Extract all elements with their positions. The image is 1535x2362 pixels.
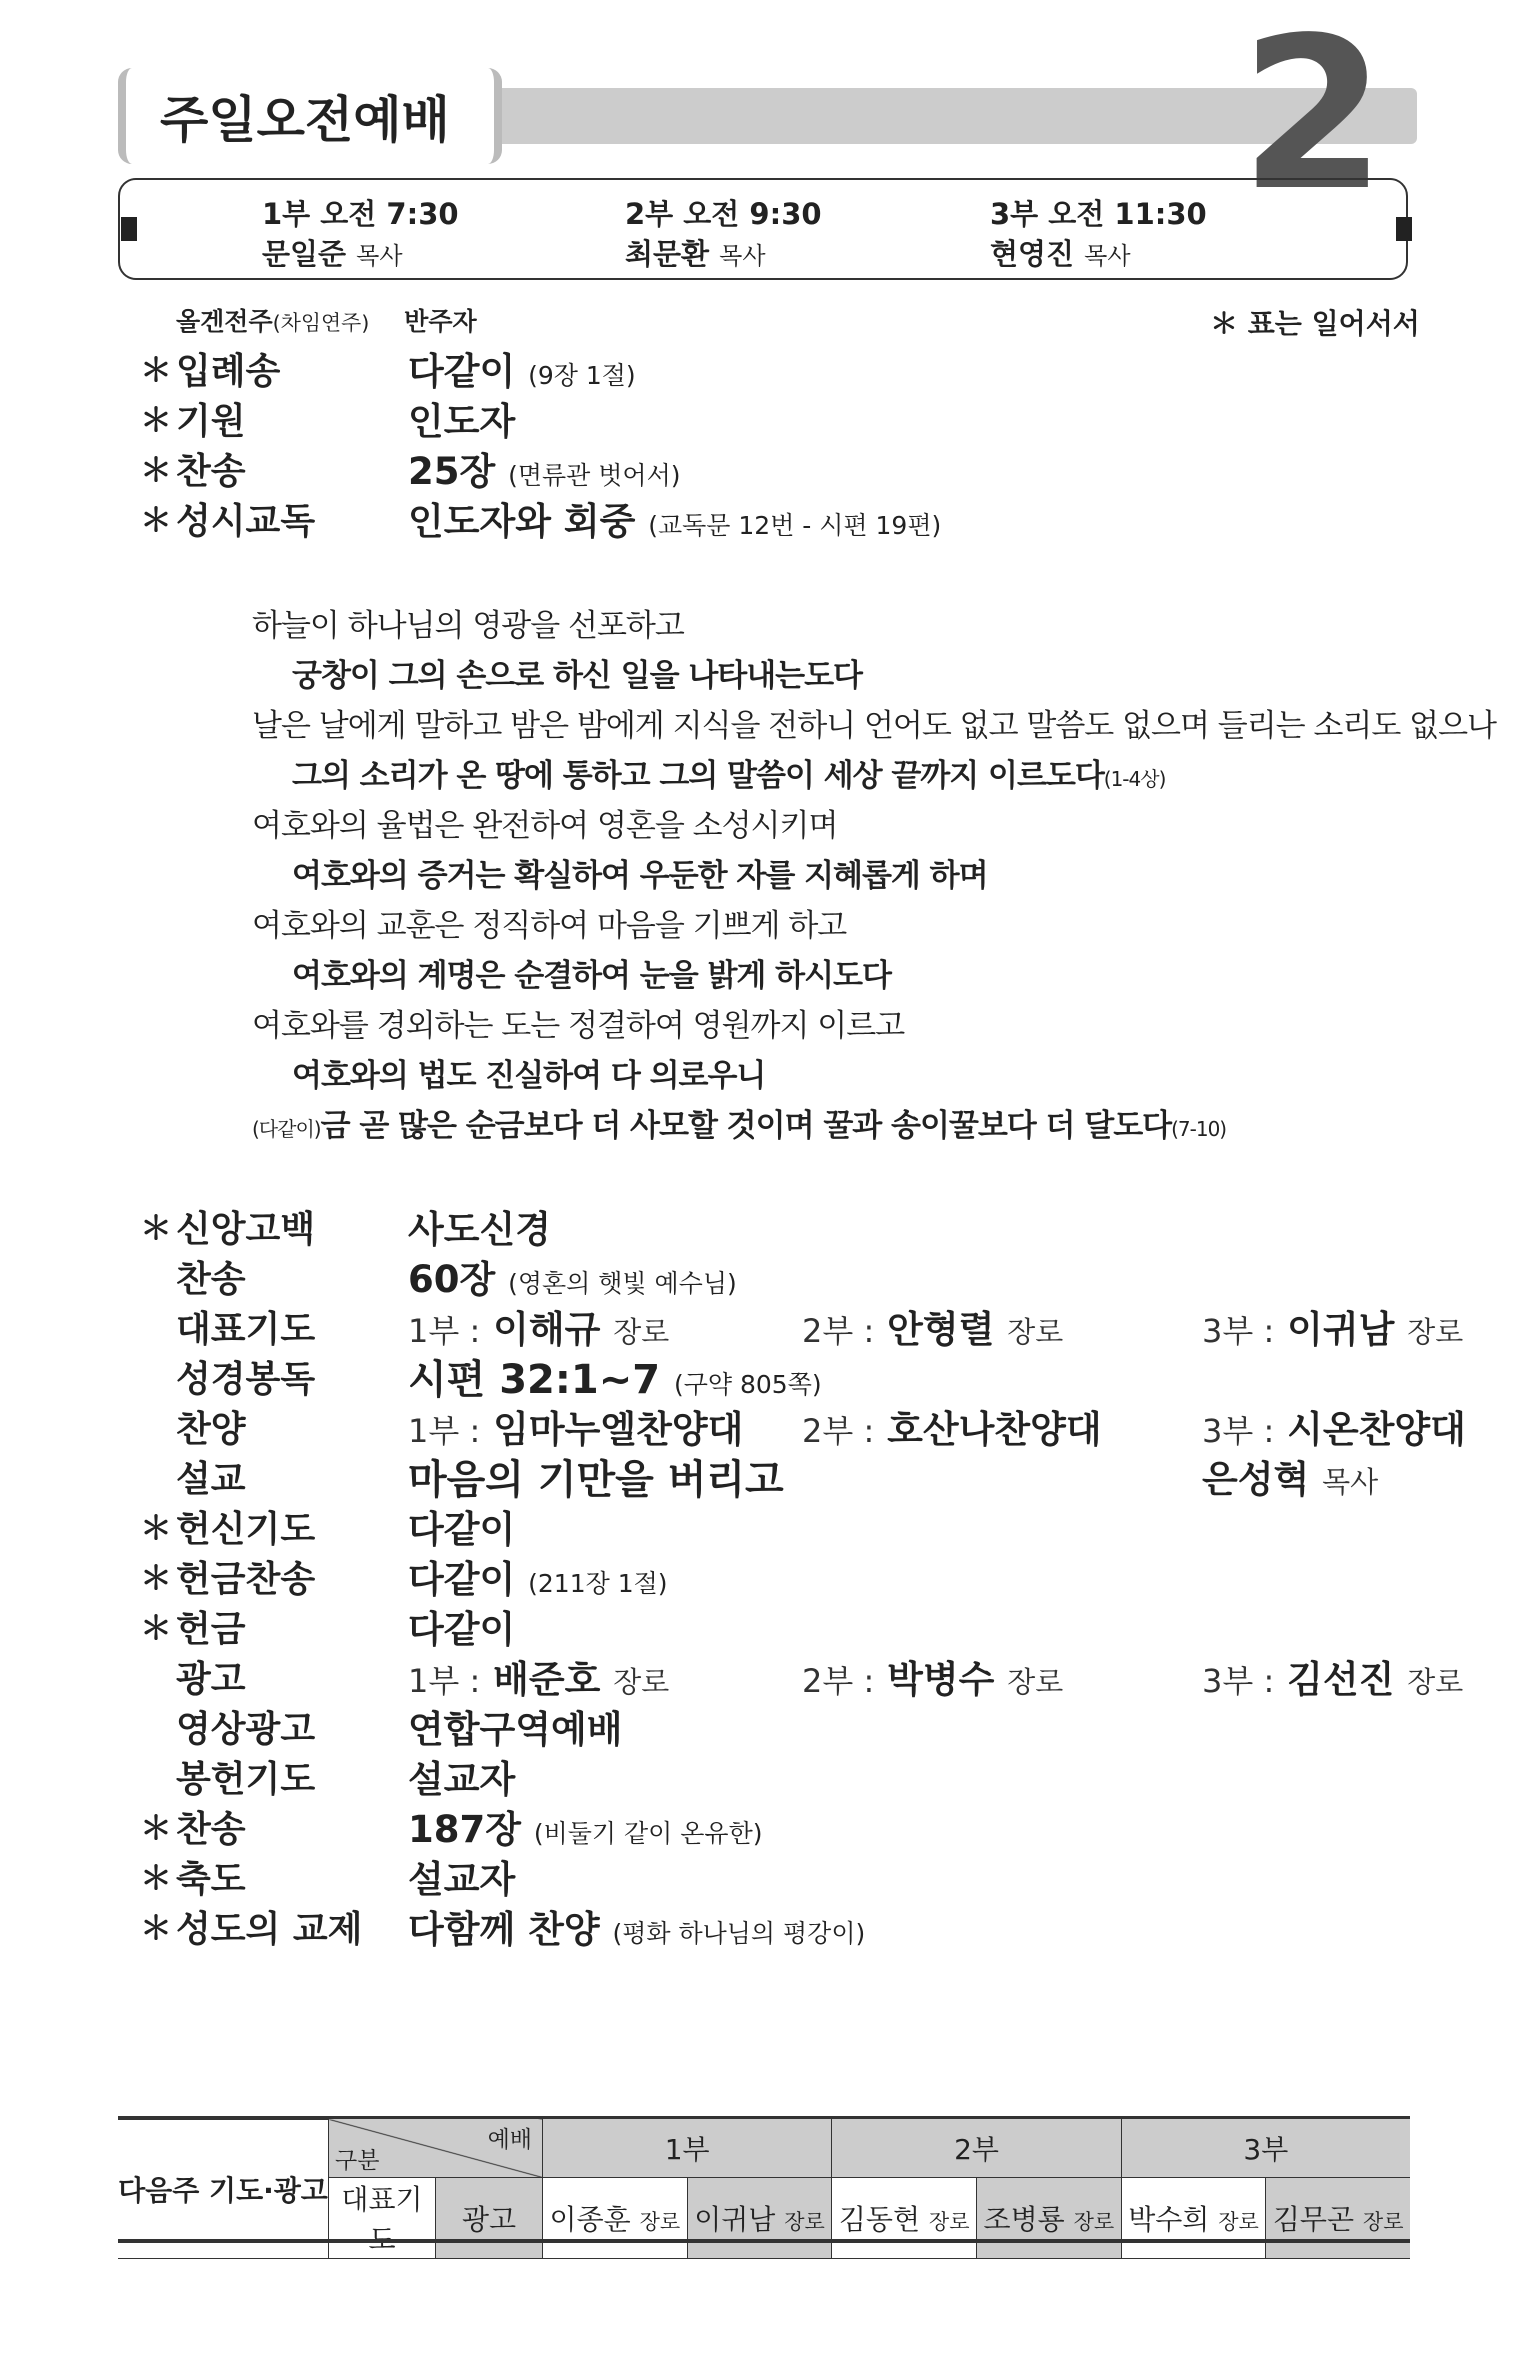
- order-row-offertory-prayer: 봉헌기도 설교자: [176, 1758, 516, 1801]
- header-service-2: 2부: [832, 2119, 1121, 2178]
- page-number: 2: [1240, 0, 1387, 237]
- reading-line: 그의 소리가 온 땅에 통하고 그의 말씀이 세상 끝까지 이르도다(1-4상): [292, 758, 1166, 794]
- announce-cell: 이귀남 장로: [687, 2178, 832, 2259]
- service-1-minister: 문일준 목사: [262, 237, 403, 271]
- col-prayer-label: 대표기도: [329, 2178, 436, 2259]
- service-1-time: 1부 오전 7:30: [262, 197, 459, 231]
- table-bottom-rule: [118, 2239, 1410, 2243]
- order-row-benediction: ＊ 축도 설교자: [140, 1858, 516, 1901]
- order-row-announcements: 광고 1부 : 배준호 장로 2부 : 박병수 장로 3부 : 김선진 장로: [176, 1658, 1464, 1701]
- header-service-3: 3부: [1121, 2119, 1410, 2178]
- order-row-scripture: 성경봉독 시편 32:1~7 (구약 805쪽): [176, 1356, 822, 1403]
- col-announce-label: 광고: [436, 2178, 543, 2259]
- box-marker-left: [121, 217, 137, 241]
- standing-note: ＊ 표는 일어서서: [1210, 307, 1420, 340]
- reading-line: 여호와의 교훈은 정직하여 마음을 기쁘게 하고: [252, 908, 847, 944]
- order-row-sermon: 설교 마음의 기만을 버리고 은성혁 목사: [176, 1456, 1379, 1503]
- next-week-title: 다음주 기도·광고: [118, 2119, 329, 2259]
- page-title: 주일오전예배: [160, 91, 450, 149]
- reading-line: 하늘이 하나님의 영광을 선포하고: [252, 608, 684, 644]
- reading-line: 궁창이 그의 손으로 하신 일을 나타내는도다: [292, 658, 862, 694]
- order-row-offering: ＊ 헌금 다같이: [140, 1608, 516, 1651]
- service-2-minister: 최문환 목사: [625, 237, 766, 271]
- corner-header-cell: 예배 구분: [329, 2119, 543, 2178]
- reading-line: 여호와의 법도 진실하여 다 의로우니: [292, 1058, 766, 1094]
- service-3-minister: 현영진 목사: [990, 237, 1131, 271]
- box-marker-right: [1396, 217, 1412, 241]
- service-2-time: 2부 오전 9:30: [625, 197, 822, 231]
- reading-line: 여호와의 계명은 순결하여 눈을 밝게 하시도다: [292, 958, 891, 994]
- order-row-video-ad: 영상광고 연합구역예배: [176, 1708, 623, 1751]
- announce-cell: 조병룡 장로: [977, 2178, 1122, 2259]
- order-row-representative-prayer: 대표기도 1부 : 이해규 장로 2부 : 안형렬 장로 3부 : 이귀남 장로: [176, 1308, 1464, 1351]
- order-row-creed: ＊ 신앙고백 사도신경: [140, 1208, 551, 1251]
- reading-final-line: (다같이)금 곧 많은 순금보다 더 사모할 것이며 꿀과 송이꿀보다 더 달도다(7-10): [252, 1108, 1227, 1144]
- service-3-time: 3부 오전 11:30: [990, 197, 1207, 231]
- announce-cell: 김무곤 장로: [1266, 2178, 1410, 2259]
- order-row-entrance-hymn: ＊ 입례송 다같이 (9장 1절): [140, 350, 636, 393]
- order-row-hymn: ＊ 찬송 25장 (면류관 벗어서): [140, 450, 681, 493]
- reading-line: 날은 날에게 말하고 밤은 밤에게 지식을 전하니 언어도 없고 말씀도 없으며 들리는 소리도 없으나: [252, 708, 1496, 744]
- order-row-hymn-187: ＊ 찬송 187장 (비둘기 같이 온유한): [140, 1808, 763, 1851]
- order-row-choir: 찬양 1부 : 임마누엘찬양대 2부 : 호산나찬양대 3부 : 시온찬양대: [176, 1408, 1466, 1451]
- order-row-offering-hymn: ＊ 헌금찬송 다같이 (211장 1절): [140, 1558, 668, 1601]
- organ-prelude-note: 올겐전주(차임연주) 반주자: [176, 307, 477, 336]
- order-row-invocation: ＊ 기원 인도자: [140, 400, 516, 443]
- prayer-cell: 이종훈 장로: [543, 2178, 688, 2259]
- header-service-1: 1부: [543, 2119, 832, 2178]
- next-week-table: [118, 2118, 1410, 2259]
- order-row-fellowship: ＊ 성도의 교제 다함께 찬양 (평화 하나님의 평강이): [140, 1908, 866, 1951]
- order-row-responsive-reading: ＊ 성시교독 인도자와 회중 (교독문 12번 - 시편 19편): [140, 500, 942, 543]
- prayer-cell: 박수희 장로: [1121, 2178, 1266, 2259]
- reading-line: 여호와의 율법은 완전하여 영혼을 소성시키며: [252, 808, 838, 844]
- reading-line: 여호와를 경외하는 도는 정결하여 영원까지 이르고: [252, 1008, 905, 1044]
- prayer-cell: 김동현 장로: [832, 2178, 977, 2259]
- order-row-hymn-60: 찬송 60장 (영혼의 햇빛 예수님): [176, 1258, 737, 1301]
- order-row-dedication-prayer: ＊ 헌신기도 다같이: [140, 1508, 516, 1551]
- reading-line: 여호와의 증거는 확실하여 우둔한 자를 지혜롭게 하며: [292, 858, 988, 894]
